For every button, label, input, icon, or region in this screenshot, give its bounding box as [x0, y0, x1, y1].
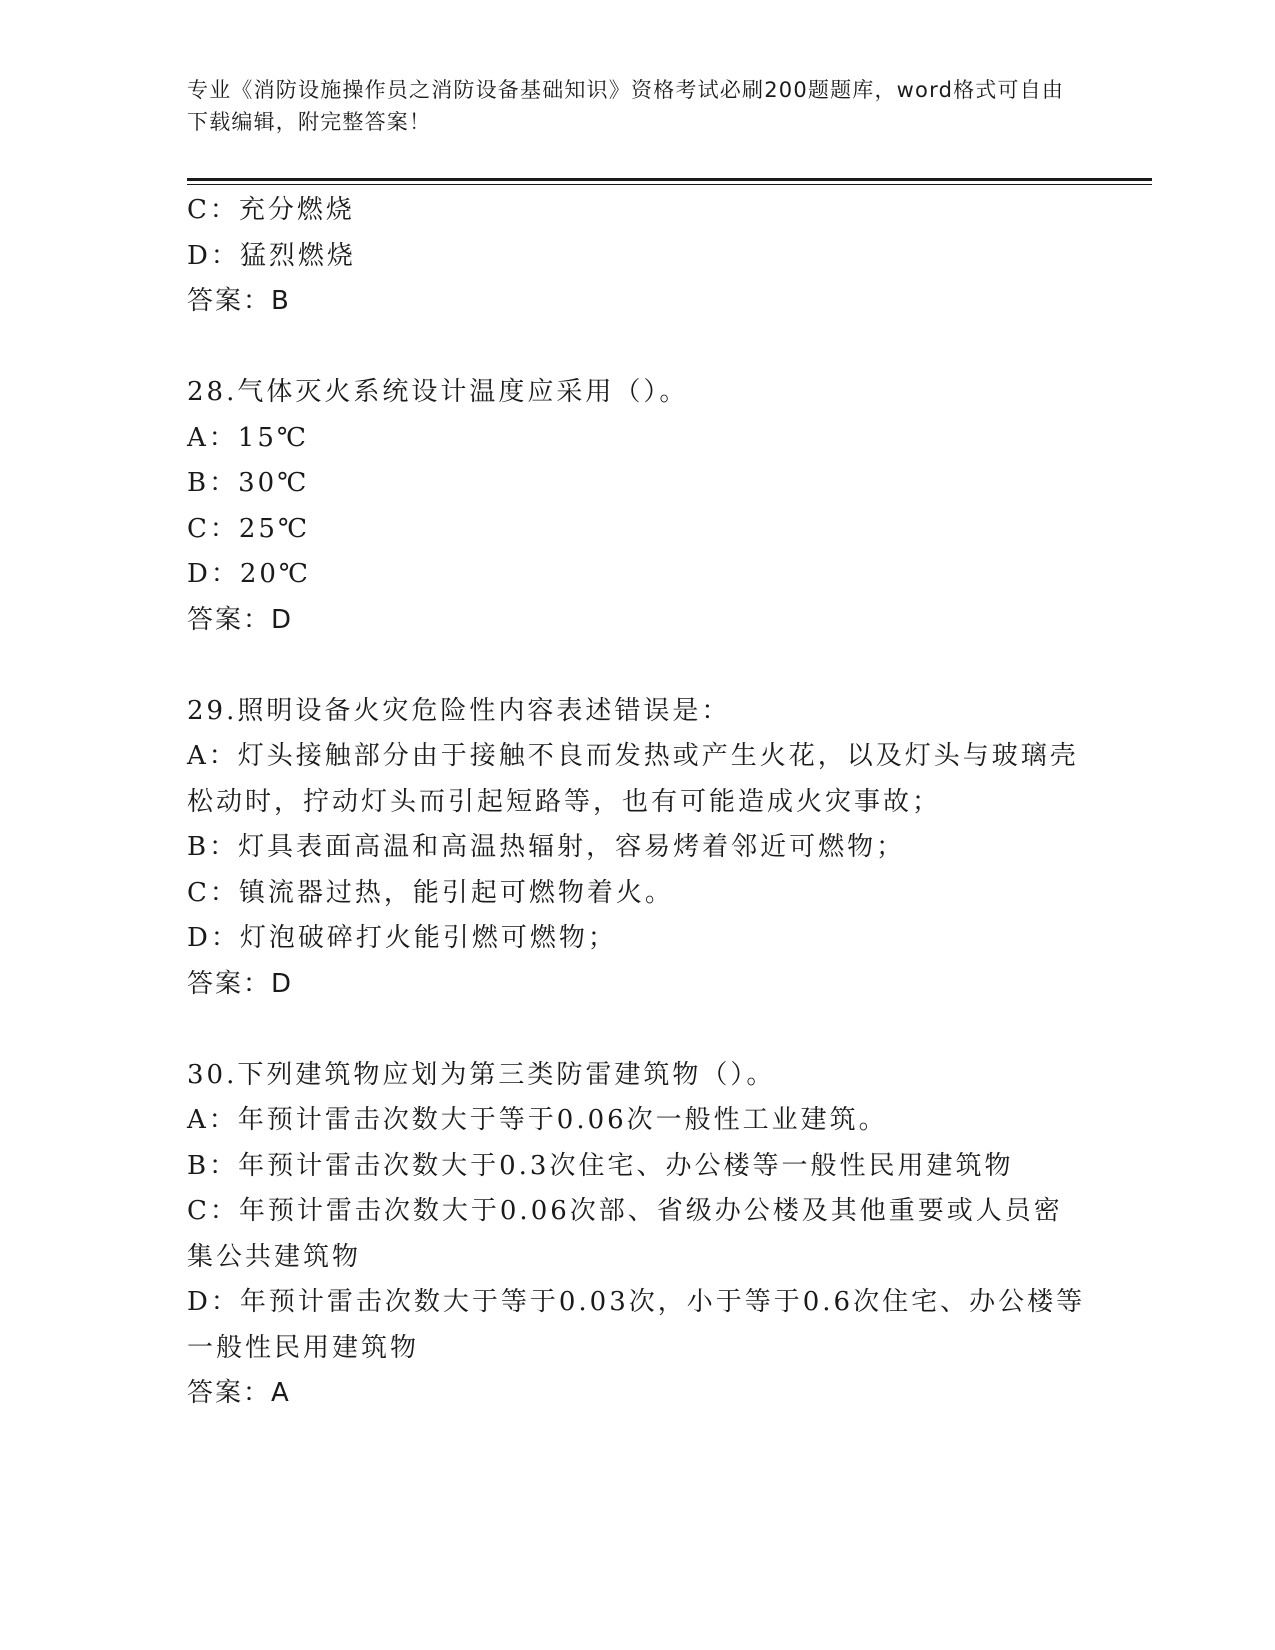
option-c: C：镇流器过热，能引起可燃物着火。	[187, 877, 674, 908]
question-stem: 29.照明设备火灾危险性内容表述错误是：	[187, 695, 731, 726]
option-a: A：年预计雷击次数大于等于0.06次一般性工业建筑。	[187, 1105, 888, 1135]
header-divider-thin	[187, 184, 1152, 185]
spacer	[187, 1007, 1087, 1053]
question-28	[187, 370, 1087, 643]
question-stem: 28.气体灭火系统设计温度应采用（）。	[187, 377, 689, 407]
option-a: A：15℃	[187, 422, 309, 453]
option-a: A：灯头接触部分由于接触不良而发热或产生火花，以及灯头与玻璃壳松动时，拧动灯头而引起短路等，也有可能造成火灾事故；	[187, 741, 1079, 817]
option-b: B：年预计雷击次数大于0.3次住宅、办公楼等一般性民用建筑物	[187, 1150, 1014, 1181]
answer: 答案：B	[187, 286, 291, 316]
option-b: B：灯具表面高温和高温热辐射，容易烤着邻近可燃物；	[187, 832, 906, 862]
option-c: C：充分燃烧	[187, 195, 355, 225]
question-content	[187, 188, 1087, 1417]
option-d: D：年预计雷击次数大于等于0.03次，小于等于0.6次住宅、办公楼等一般性民用建筑物	[187, 1287, 1086, 1363]
header-text: 专业《消防设施操作员之消防设备基础知识》资格考试必刷200题题库，word格式可自由下载编辑，附完整答案！	[187, 78, 1065, 134]
answer: 答案：D	[187, 604, 294, 635]
option-c: C：25℃	[187, 513, 311, 544]
option-d: D：灯泡破碎打火能引燃可燃物；	[187, 923, 617, 953]
answer: 答案：D	[187, 968, 294, 999]
option-d: D：猛烈燃烧	[187, 240, 356, 271]
answer: 答案：A	[187, 1378, 291, 1408]
question-30	[187, 1053, 1087, 1417]
spacer	[187, 643, 1087, 689]
option-b: B：30℃	[187, 468, 310, 498]
option-c: C：年预计雷击次数大于0.06次部、省级办公楼及其他重要或人员密集公共建筑物	[187, 1196, 1063, 1272]
question-stem: 30.下列建筑物应划为第三类防雷建筑物（）。	[187, 1059, 776, 1090]
spacer	[187, 325, 1087, 371]
option-d: D：20℃	[187, 559, 312, 589]
page-header	[187, 74, 1067, 138]
question-29	[187, 689, 1087, 1008]
question-27-continuation	[187, 188, 1087, 325]
header-divider-thick	[187, 178, 1152, 181]
